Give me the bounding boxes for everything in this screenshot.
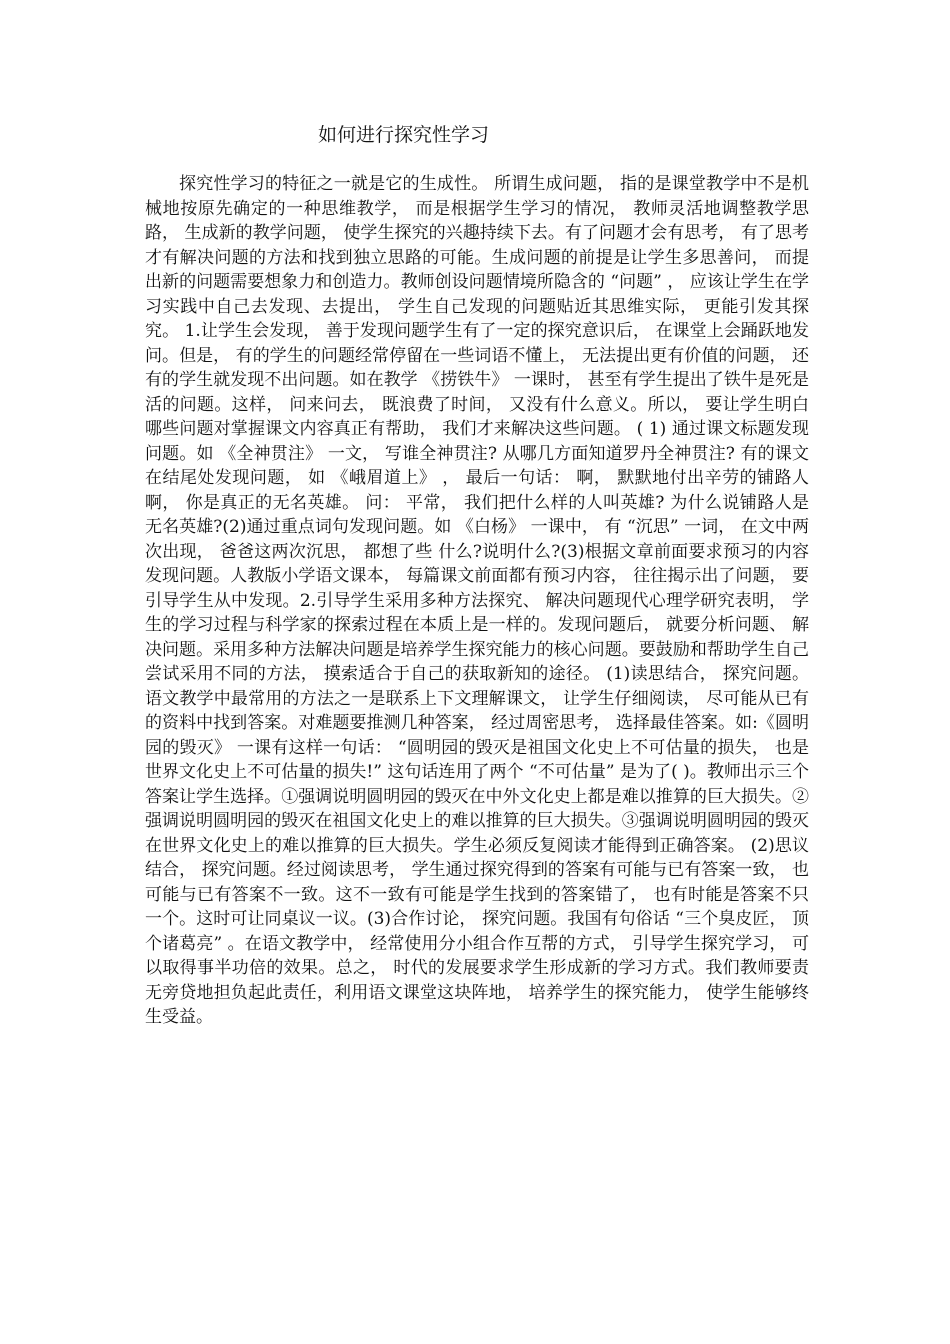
- document-title: 如何进行探究性学习: [318, 124, 490, 146]
- document-body-paragraph: 探究性学习的特征之一就是它的生成性。 所谓生成问题， 指的是课堂教学中不是机械地按原先确定的一种思维教学， 而是根据学生学习的情况， 教师灵活地调整教学思路， 生成新的教学问题， 使学生探究的兴趣持续下去。有了问题才会有思考， 有了思考才有解决问题的方法和找到独立思路的可能。生成问题的前提是让学生多思善问， 而提出新的问题需要想象力和创造力。教师创设问题情境所隐含的 “问题” ， 应该让学生在学习实践中自己去发现、去提出， 学生自己发现的问题贴近其思维实际， 更能引发其探究。 1.让学生会发现， 善于发现问题学生有了一定的探究意识后， 在课堂上会踊跃地发问。但是， 有的学生的问题经常停留在一些词语不懂上， 无法提出更有价值的问题， 还有的学生就发现不出问题。如在教学 《捞铁牛》 一课时， 甚至有学生提出了铁牛是死是活的问题。这样， 问来问去， 既浪费了时间， 又没有什么意义。所以， 要让学生明白哪些问题对掌握课文内容真正有帮助， 我们才来解决这些问题。 ( 1) 通过课文标题发现问题。如 《全神贯注》 一文， 写谁全神贯注? 从哪几方面知道罗丹全神贯注? 有的课文在结尾处发现问题， 如 《峨眉道上》 ， 最后一句话： 啊， 默默地付出辛劳的铺路人啊， 你是真正的无名英雄。 问： 平常， 我们把什么样的人叫英雄? 为什么说铺路人是无名英雄?(2)通过重点词句发现问题。如 《白杨》 一课中， 有 “沉思” 一词， 在文中两次出现， 爸爸这两次沉思， 都想了些 什么?说明什么?(3)根据文章前面要求预习的内容发现问题。人教版小学语文课本， 每篇课文前面都有预习内容， 往往揭示出了问题， 要引导学生从中发现。2.引导学生采用多种方法探究、 解决问题现代心理学研究表明， 学生的学习过程与科学家的探索过程在本质上是一样的。发现问题后， 就要分析问题、 解决问题。采用多种方法解决问题是培养学生探究能力的核心问题。要鼓励和帮助学生自己尝试采用不同的方法， 摸索适合于自己的获取新知的途径。 (1)读思结合， 探究问题。语文教学中最常用的方法之一是联系上下文理解课文， 让学生仔细阅读， 尽可能从已有的资料中找到答案。对难题要推测几种答案， 经过周密思考， 选择最佳答案。如:《圆明园的毁灭》 一课有这样一句话： “圆明园的毁灭是祖国文化史上不可估量的损失， 也是世界文化史上不可估量的损失!” 这句话连用了两个 “不可估量” 是为了( )。教师出示三个答案让学生选择。①强调说明圆明园的毁灭在中外文化史上都是难以推算的巨大损失。②强调说明圆明园的毁灭在祖国文化史上的难以推算的巨大损失。③强调说明圆明园的毁灭在世界文化史上的难以推算的巨大损失。学生必须反复阅读才能得到正确答案。 (2)思议结合， 探究问题。经过阅读思考， 学生通过探究得到的答案有可能与已有答案一致， 也可能与已有答案不一致。这不一致有可能是学生找到的答案错了， 也有时能是答案不只一个。这时可让同桌议一议。(3)合作讨论， 探究问题。我国有句俗话 “三个臭皮匠， 顶个诸葛亮” 。在语文教学中， 经常使用分小组合作互帮的方式， 引导学生探究学习， 可以取得事半功倍的效果。总之， 时代的发展要求学生形成新的学习方式。我们教师要责无旁贷地担负起此责任，利用语文课堂这块阵地， 培养学生的探究能力， 使学生能够终生受益。: [145, 174, 809, 1027]
